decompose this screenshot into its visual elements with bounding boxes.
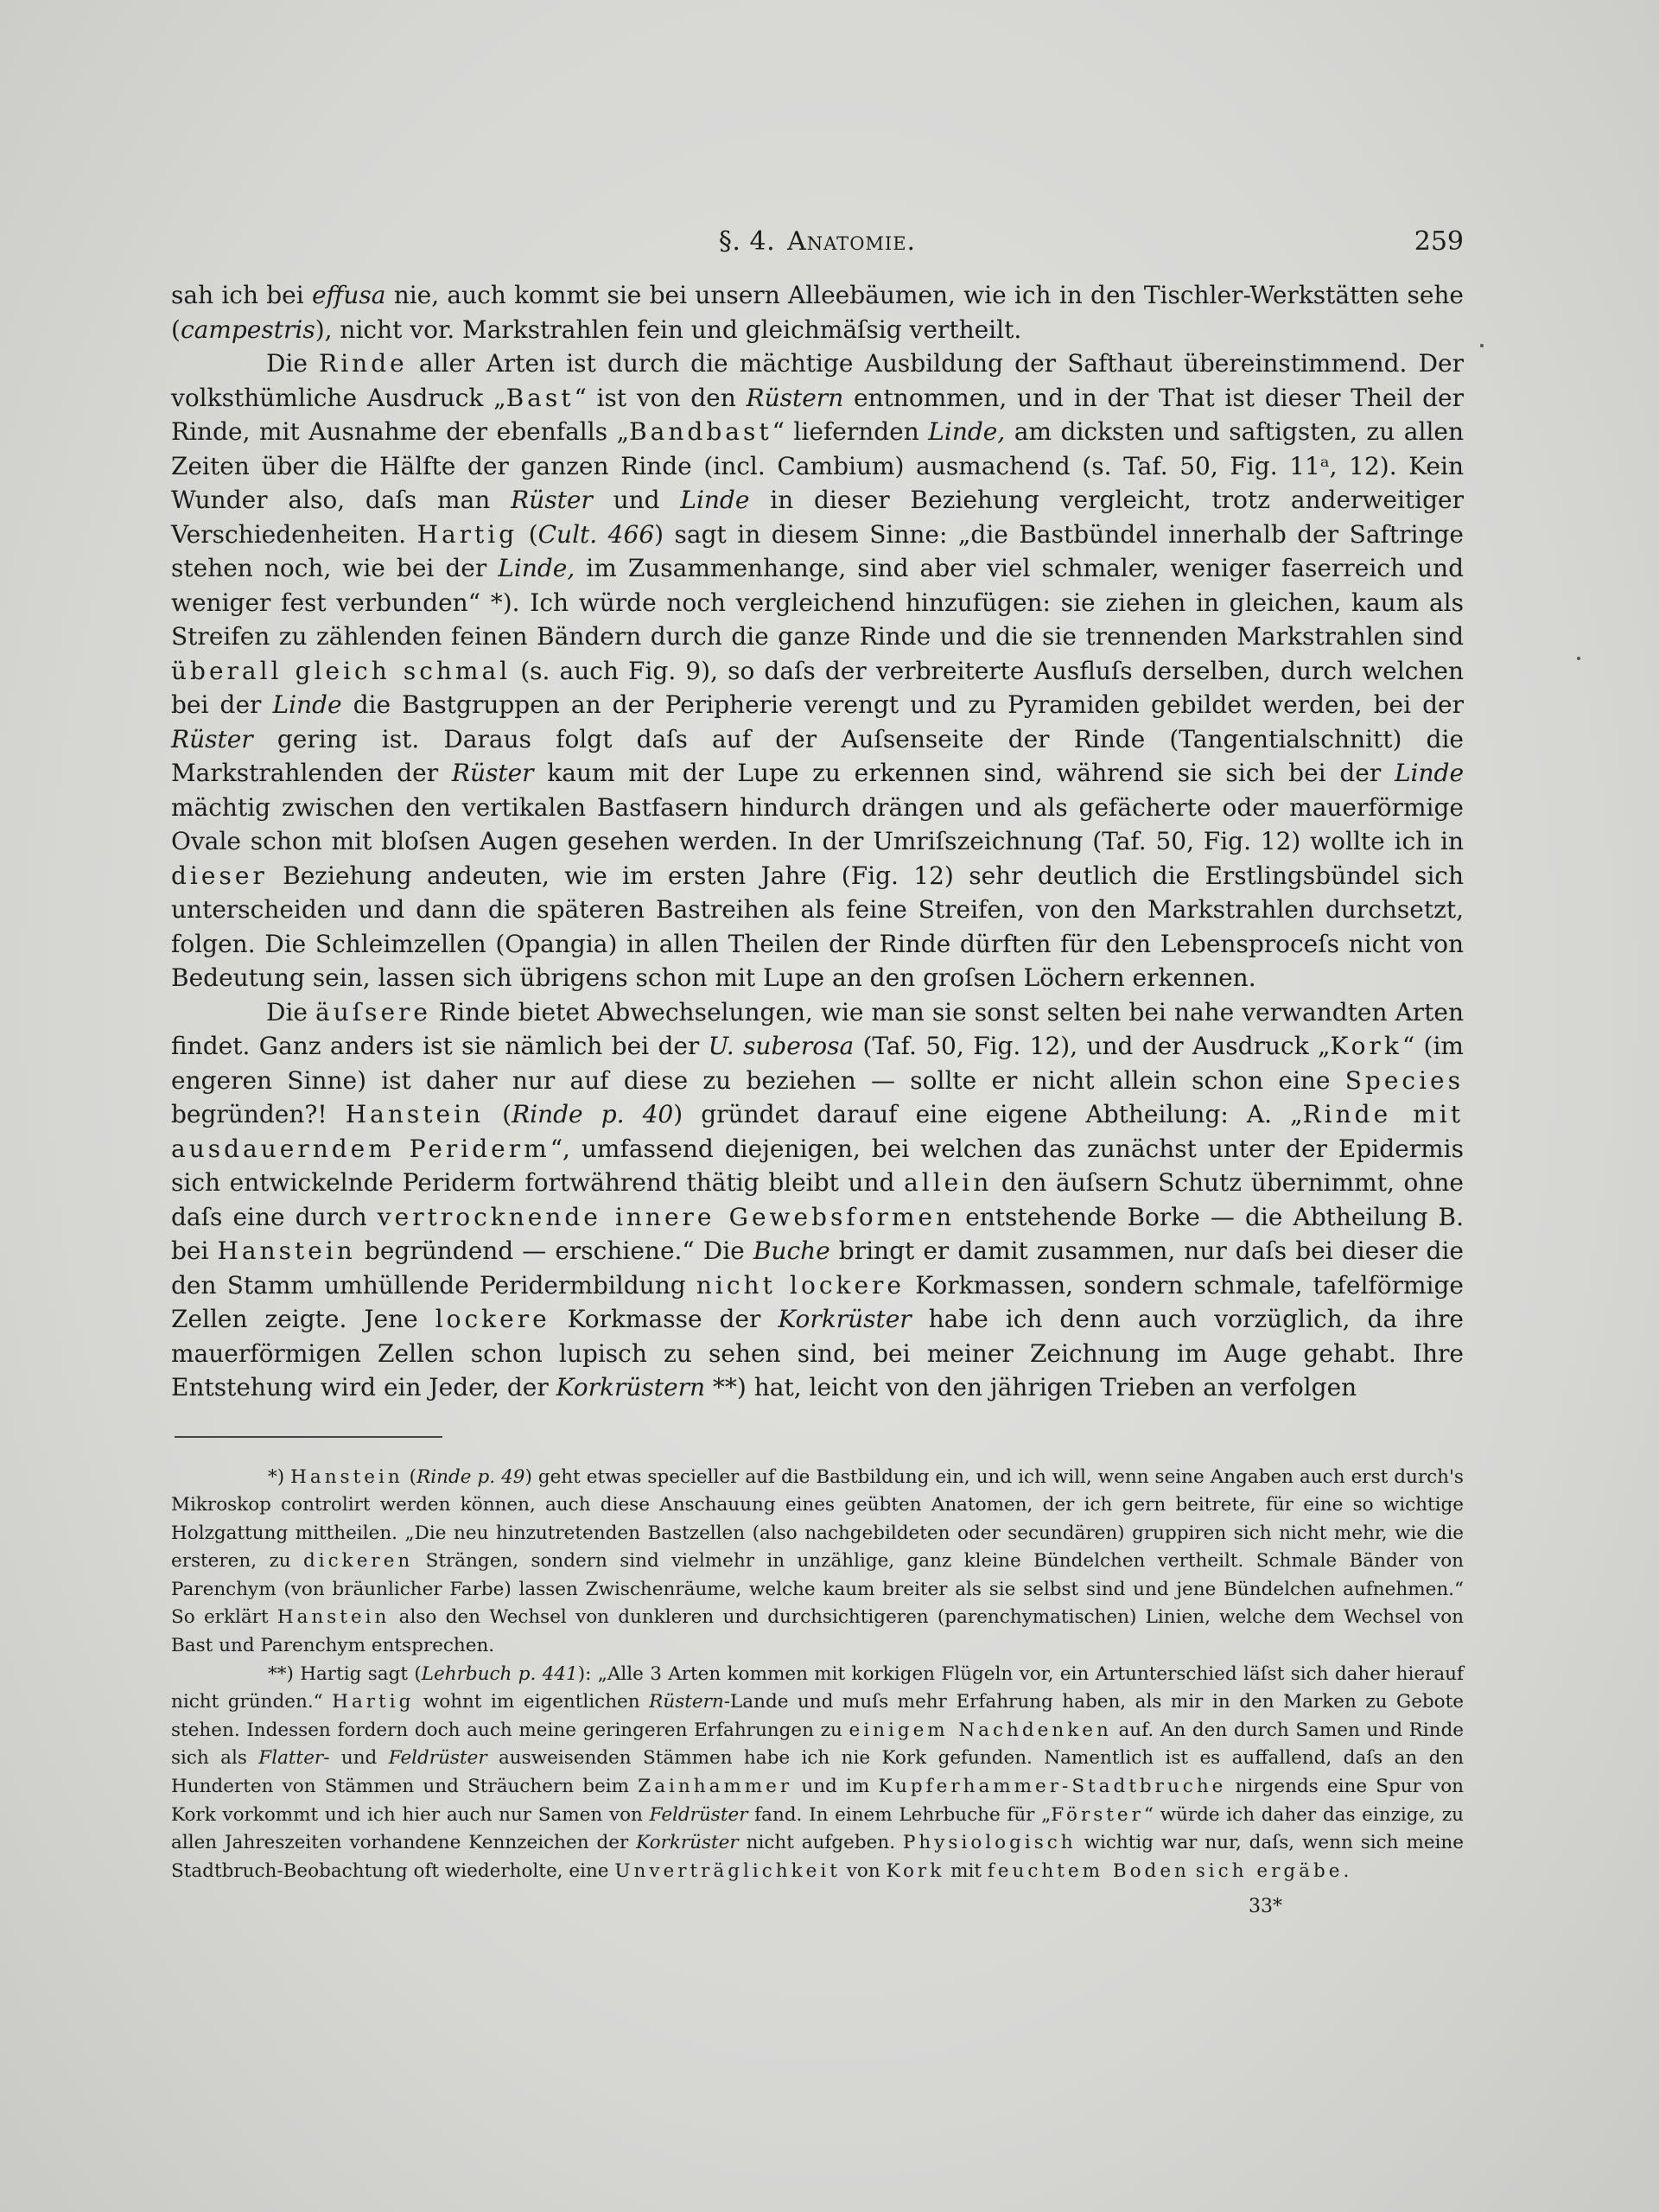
- text-run: kaum mit der Lupe zu erkennen sind, während sie sich bei der: [533, 759, 1395, 787]
- text-run: und: [329, 1747, 389, 1770]
- spaced-run: Kork: [886, 1859, 945, 1882]
- italic-run: Cult. 466: [537, 519, 655, 549]
- text-run: Beziehung andeuten, wie im ersten Jahre (Fig. 12) sehr deutlich die Erstlingsbündel sich unterscheiden und dann die späteren Bastreihen als feine Streifen, von den Markstrahlen durchsetzt, folgen. Die Schleimzellen (Opangia) in allen Theilen der Rinde dürften für den Lebensproceſs nicht von Bedeutung sein, lassen sich übrigens schon mit Lupe an den groſsen Löchern erkennen.: [171, 861, 1464, 992]
- text-run: “, umfassend diejenigen, bei welchen das zunächst unter der Epidermis sich entwickelnde Periderm fortwährend thätig bleibt und: [171, 1134, 1464, 1197]
- text-run: gering ist. Daraus folgt daſs auf der Auſsenseite der Rinde (Tangentialschnitt) die Markstrahlenden der: [171, 724, 1464, 787]
- spaced-run: vertrocknende innere Gewebsformen: [377, 1202, 956, 1231]
- text-run: aller Arten ist durch die mächtige Ausbildung der Safthaut übereinstimmend. Der volksthümliche Ausdruck „: [171, 349, 1464, 412]
- spaced-run: allein: [904, 1168, 993, 1197]
- italic-run: U. suberosa: [708, 1032, 855, 1060]
- spaced-run: Hanstein: [345, 1100, 485, 1128]
- text-run: [1190, 1860, 1196, 1882]
- running-head: [171, 226, 1464, 266]
- text-run: “ liefernden: [772, 417, 929, 446]
- text-run: bringt er damit zusammen, nur daſs bei dieser die den Stamm umhüllende Peridermbildung: [171, 1236, 1464, 1300]
- italic-run: Linde: [272, 690, 342, 719]
- text-run: mit: [944, 1859, 988, 1882]
- text-run: begründen?!: [171, 1100, 346, 1128]
- text-run: *): [268, 1465, 291, 1488]
- italic-run: campestris: [180, 315, 315, 344]
- text-run: wohnt im eigentlichen: [414, 1691, 650, 1713]
- spaced-run: sich ergäbe.: [1195, 1859, 1353, 1882]
- spaced-run: Unverträglichkeit: [614, 1859, 841, 1882]
- paragraph: [171, 995, 1464, 1405]
- text-run: “ (im engeren Sinne) ist daher nur auf diese zu beziehen — sollte er nicht allein schon eine: [171, 1032, 1464, 1095]
- italic-run: Feldrüster: [388, 1747, 487, 1770]
- spaced-run: einigem Nachdenken: [849, 1719, 1112, 1741]
- text-run: -Lande und muſs mehr Erfahrung haben, als mir in den Marken zu Gebote stehen. Indessen fordern doch auch meine geringeren Erfahrungen zu: [171, 1691, 1464, 1741]
- spaced-run: Bast: [505, 383, 575, 412]
- text-run: von: [840, 1859, 887, 1882]
- section-heading: [171, 226, 1464, 257]
- text-run: die Bastgruppen an der Peripherie verengt und zu Pyramiden gebildet werden, bei der: [341, 690, 1464, 719]
- text-run: Korkmasse der: [550, 1305, 779, 1333]
- page-number: 259: [1414, 226, 1464, 257]
- spaced-run: Rinde mit ausdauerndem Periderm: [171, 1100, 1464, 1163]
- italic-run: Feldrüster: [649, 1803, 748, 1826]
- italic-run: Buche: [753, 1236, 830, 1265]
- text-run: ), nicht vor. Markstrahlen fein und gleichmäſsig vertheilt.: [315, 315, 1022, 344]
- text-run: entnommen, und in der That ist dieser Theil der Rinde, mit Ausnahme der ebenfalls „: [171, 383, 1464, 446]
- italic-run: Linde: [1394, 759, 1465, 787]
- spaced-run: Bandbast: [629, 417, 772, 446]
- text-run: habe ich denn auch vorzüglich, da ihre mauerförmigen Zellen schon lupisch zu sehen sind, bei meiner Zeichnung im Auge gehabt. Ihre Entstehung wird ein Jeder, der: [171, 1305, 1464, 1402]
- italic-run: Linde,: [928, 417, 1006, 446]
- spaced-run: lockere: [435, 1305, 550, 1333]
- spaced-run: Hanstein: [290, 1465, 404, 1488]
- text-run: ) sagt in diesem Sinne: „die Bastbündel innerhalb der Saftringe stehen noch, wie bei der: [171, 519, 1464, 582]
- text-run: auf. An den durch Samen und Rinde sich als: [171, 1719, 1465, 1770]
- spaced-run: Hanstein: [217, 1236, 356, 1265]
- text-run: nie, auch kommt sie bei unsern Alleebäumen, wie ich in den Tischler-Werkstätten sehe (: [171, 281, 1464, 344]
- spaced-run: Förster: [1051, 1803, 1144, 1826]
- spaced-run: Kupferhammer-Stadtbruche: [878, 1776, 1227, 1798]
- text-run: am dicksten und saftigsten, zu allen Zeiten über die Hälfte der ganzen Rinde (incl. Cambium) ausmachend (s. Taf. 50, Fig. 11ᵃ, 12). Kein Wunder also, daſs man: [171, 417, 1464, 514]
- footnote-rule: [175, 1436, 442, 1438]
- spaced-run: Hartig: [416, 519, 518, 549]
- body-text: [171, 278, 1464, 1405]
- paragraph: [171, 346, 1464, 995]
- text-run: Korkmassen, sondern schmale, tafelförmige Zellen zeigte. Jene: [171, 1270, 1465, 1333]
- spaced-run: dickeren: [302, 1550, 414, 1573]
- spaced-run: Hanstein: [276, 1606, 391, 1629]
- italic-run: Flatter-: [258, 1747, 330, 1770]
- text-run: (Taf. 50, Fig. 12), und der Ausdruck „: [854, 1032, 1331, 1060]
- italic-run: Rüstern: [746, 383, 844, 412]
- text-run: begründend — erschiene.“ Die: [355, 1236, 753, 1265]
- text-run: ausweisenden Stämmen habe ich nie Kork gefunden. Namentlich ist es auffallend, daſs an den Hunderten von Stämmen und Sträuchern beim: [171, 1747, 1464, 1798]
- spaced-run: nicht lockere: [696, 1270, 905, 1300]
- spaced-run: Hartig: [332, 1691, 415, 1713]
- text-run: wichtig war nur, daſs, wenn sich meine Stadtbruch-Beobachtung oft wiederholte, eine: [171, 1832, 1464, 1882]
- spaced-run: Species: [1344, 1065, 1464, 1095]
- text-run: (: [403, 1465, 417, 1488]
- text-run: nicht aufgeben.: [738, 1832, 903, 1854]
- spaced-run: Physiologisch: [902, 1832, 1077, 1854]
- text-run: nirgends eine Spur von Kork vorkommt und ich hier auch nur Samen von: [171, 1776, 1464, 1826]
- spaced-run: äuſsere: [315, 997, 431, 1027]
- spaced-run: Kork: [1330, 1032, 1402, 1060]
- spaced-run: Rinde: [319, 349, 408, 378]
- italic-run: Rinde p. 40: [512, 1100, 674, 1128]
- italic-run: Rüster: [171, 724, 253, 753]
- margin-speck: [1480, 344, 1484, 347]
- italic-run: Korkrüster: [636, 1832, 739, 1854]
- italic-run: Linde,: [498, 554, 575, 582]
- text-run: also den Wechsel von dunkleren und durchsichtigeren (parenchymatischen) Linien, welche dem Wechsel von Bast und Parenchym entsprechen.: [171, 1606, 1464, 1657]
- text-run: in dieser Beziehung vergleicht, trotz anderweitiger Verschiedenheiten.: [171, 486, 1465, 549]
- text-run: **) hat, leicht von den jährigen Trieben an verfolgen: [705, 1373, 1357, 1402]
- text-run: den äuſsern Schutz übernimmt, ohne daſs eine durch: [171, 1168, 1464, 1231]
- text-run: (: [484, 1100, 512, 1128]
- text-run: (: [518, 519, 538, 549]
- spaced-run: überall gleich schmal: [171, 656, 512, 685]
- spaced-run: feuchtem Boden: [987, 1859, 1190, 1882]
- italic-run: Linde: [680, 486, 750, 514]
- italic-run: Korkrüster: [778, 1305, 912, 1333]
- section-number: §. 4.: [718, 226, 776, 257]
- text-run: sah ich bei: [171, 281, 312, 309]
- text-run: im Zusammenhange, sind aber viel schmaler, weniger faserreich und weniger fest verbunden“ *). Ich würde noch vergleichend hinzufügen: sie ziehen in gleichen, kaum als Streifen zu zählenden feinen Bändern durch die ganze Rinde und die sie trennenden Markstrahlen sind: [171, 554, 1465, 651]
- italic-run: Lehrbuch p. 441: [421, 1662, 578, 1685]
- text-run: entstehende Borke — die Abtheilung B. bei: [171, 1202, 1464, 1265]
- spaced-run: Zainhammer: [638, 1776, 793, 1798]
- italic-run: Rüster: [451, 759, 534, 787]
- text-run: und: [592, 486, 681, 514]
- text-run: ) geht etwas specieller auf die Bastbildung ein, und ich will, wenn seine Angaben auch erst durch's Mikroskop controlirt werden können, auch diese Anschauung eines geübten Anatomen, der ich gern beitrete, für eine so wichtige Holzgattung mittheilen. „Die neu hinzutretenden Bastzellen (also nachgebildeten oder secundären) gruppiren sich nicht mehr, wie die ersteren, zu: [171, 1465, 1464, 1573]
- text-run: “ würde ich daher das einzige, zu allen Jahreszeiten vorhandene Kennzeichen der: [171, 1803, 1464, 1854]
- text-run: und im: [792, 1776, 879, 1798]
- footnote: [171, 1661, 1464, 1886]
- text-run: Rinde bietet Abwechselungen, wie man sie sonst selten bei nahe verwandten Arten findet. Ganz anders ist sie nämlich bei der: [171, 997, 1465, 1060]
- text-run: fand. In einem Lehrbuche für „: [747, 1803, 1052, 1826]
- footnotes: [171, 1464, 1464, 1886]
- text-run: Die: [266, 997, 316, 1027]
- italic-run: Rüstern: [649, 1691, 724, 1713]
- margin-speck: [1577, 657, 1580, 660]
- text-run: mächtig zwischen den vertikalen Bastfasern hindurch drängen und als gefächerte oder mauerförmige Ovale schon mit bloſsen Augen gesehen werden. In der Umriſszeichnung (Taf. 50, Fig. 12) wollte ich in: [171, 792, 1464, 855]
- spaced-run: dieser: [171, 861, 268, 890]
- footnote: [171, 1464, 1464, 1661]
- book-page: [171, 226, 1464, 2145]
- text-run: (s. auch Fig. 9), so daſs der verbreiterte Ausfluſs derselben, durch welchen bei der: [171, 656, 1465, 719]
- italic-run: effusa: [311, 281, 386, 309]
- italic-run: Rüster: [511, 486, 593, 514]
- text-run: “ ist von den: [574, 383, 747, 412]
- text-run: ): „Alle 3 Arten kommen mit korkigen Flügeln vor, ein Artunterschied läſst sich daher hierauf nicht gründen.“: [171, 1662, 1464, 1713]
- text-run: ) gründet darauf eine eigene Abtheilung: A. „: [673, 1100, 1303, 1128]
- paragraph: [171, 278, 1464, 346]
- text-run: Die: [266, 349, 320, 378]
- text-run: Strängen, sondern sind vielmehr in unzählige, ganz kleine Bündelchen vertheilt. Schmale Bänder von Parenchym (von bräunlicher Farbe) lassen Zwischenräume, welche kaum breiter als sie selbst sind und jene Bündelchen aufnehmen.“ So erklärt: [171, 1550, 1465, 1629]
- italic-run: Rinde p. 49: [416, 1465, 525, 1488]
- signature-mark: 33*: [1249, 1896, 1282, 1918]
- text-run: **) Hartig sagt (: [268, 1662, 422, 1685]
- italic-run: Korkrüstern: [556, 1373, 706, 1402]
- section-label: Anatomie.: [787, 226, 917, 257]
